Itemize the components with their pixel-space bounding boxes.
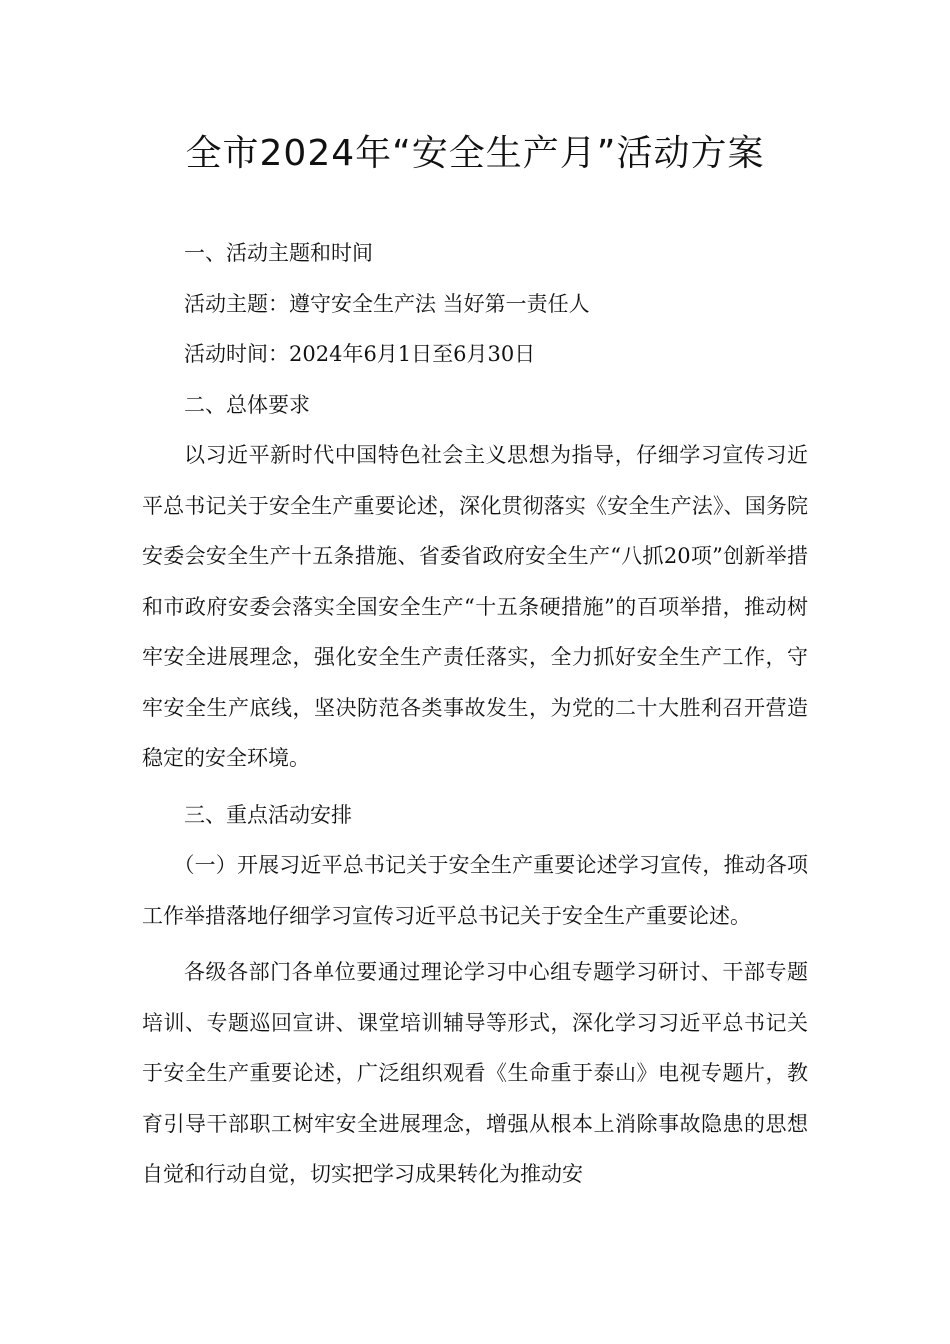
activity-time: 活动时间：2024年6月1日至6月30日 bbox=[184, 342, 536, 366]
document-title: 全市2024年“安全生产月”活动方案 bbox=[185, 133, 765, 174]
subsection-heading-1: （一）开展习近平总书记关于安全生产重要论述学习宣传，推动各项工作举措落地仔细学习宣传习近平总书记关于安全生产重要论述。 bbox=[142, 853, 808, 928]
section-heading-2: 二、总体要求 bbox=[184, 392, 310, 417]
general-requirements-paragraph: 以习近平新时代中国特色社会主义思想为指导，仔细学习宣传习近平总书记关于安全生产重要论述，深化贯彻落实《安全生产法》、国务院安委会安全生产十五条措施、省委省政府安全生产“八抓20项”创新举措和市政府安委会落实全国安全生产“十五条硬措施”的百项举措，推动树牢安全进展理念，强化安全生产责任落实，全力抓好安全生产工作，守牢安全生产底线，坚决防范各类事故发生，为党的二十大胜利召开营造稳定的安全环境。 bbox=[142, 443, 808, 770]
section-heading-3: 三、重点活动安排 bbox=[184, 802, 352, 827]
section-heading-1: 一、活动主题和时间 bbox=[184, 241, 373, 265]
study-activities-paragraph: 各级各部门各单位要通过理论学习中心组专题学习研讨、干部专题培训、专题巡回宣讲、课堂培训辅导等形式，深化学习习近平总书记关于安全生产重要论述，广泛组织观看《生命重于泰山》电视专题片，教育引导干部职工树牢安全进展理念，增强从根本上消除事故隐患的思想自觉和行动自觉，切实把学习成果转化为推动安 bbox=[142, 960, 808, 1186]
document-body bbox=[142, 228, 808, 1200]
activity-theme: 活动主题：遵守安全生产法 当好第一责任人 bbox=[184, 291, 590, 316]
